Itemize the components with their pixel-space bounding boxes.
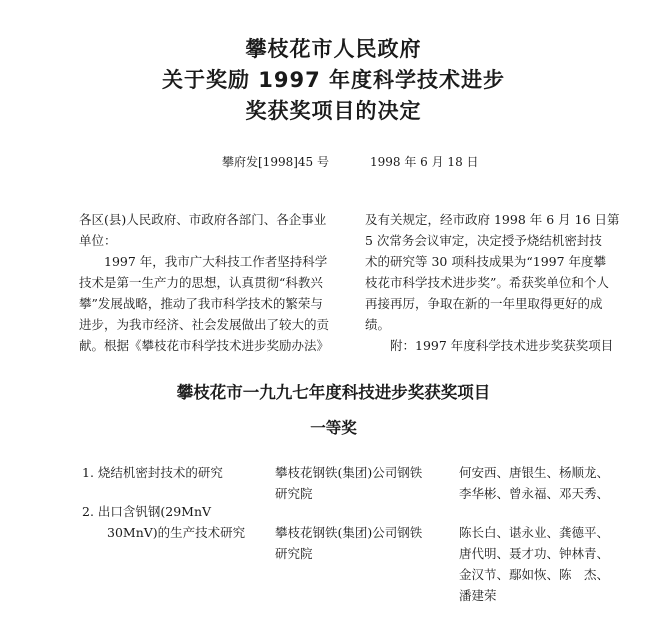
award-unit-line: 攀枝花钢铁(集团)公司钢铁 xyxy=(275,465,423,480)
body-text-line: 附：1997 年度科学技术进步奖获奖项目 xyxy=(365,338,614,353)
body-text-line: 进步，为我市经济、社会发展做出了较大的贡 xyxy=(79,317,330,332)
award-people-line: 李华彬、曾永福、邓天秀、 xyxy=(459,486,610,501)
body-text-line: 5 次常务会议审定，决定授予烧结机密封技 xyxy=(365,233,602,248)
award-project xyxy=(82,501,245,543)
award-people-line: 陈长白、谌永业、龚德平、 xyxy=(459,525,610,540)
body-right-column xyxy=(365,209,620,356)
document-title-line-2: 关于奖励 1997 年度科学技术进步 xyxy=(161,68,506,92)
award-people-line: 金汉节、鄢如恢、陈 杰、 xyxy=(459,567,610,582)
award-unit-line: 研究院 xyxy=(275,486,313,501)
award-project-line: 1. 烧结机密封技术的研究 xyxy=(82,465,223,480)
prize-level-heading: 一等奖 xyxy=(310,419,357,437)
body-text-line: 各区(县)人民政府、市政府各部门、各企事业 xyxy=(79,212,327,227)
award-people-line: 唐代明、聂才功、钟林青、 xyxy=(459,546,610,561)
body-text-line: 1997 年，我市广大科技工作者坚持科学 xyxy=(79,254,328,269)
document-number: 攀府发[1998]45 号 xyxy=(222,155,329,169)
award-project xyxy=(82,462,223,483)
award-project-line: 30MnV)的生产技术研究 xyxy=(82,525,246,540)
award-unit-line: 攀枝花钢铁(集团)公司钢铁 xyxy=(275,525,423,540)
body-text-line: 技术是第一生产力的思想，认真贯彻“科教兴 xyxy=(79,275,323,290)
body-left-column xyxy=(79,209,329,356)
body-text-line: 及有关规定，经市政府 1998 年 6 月 16 日第 xyxy=(365,212,620,227)
body-text-line: 绩。 xyxy=(365,317,391,332)
body-text-line: 枝花市科学技术进步奖”。希获奖单位和个人 xyxy=(365,275,609,290)
award-unit xyxy=(275,462,422,504)
award-project-line: 2. 出口含钒钢(29MnV xyxy=(82,504,212,519)
document-title-line-1: 攀枝花市人民政府 xyxy=(245,37,422,61)
award-people-line: 潘建荣 xyxy=(459,588,497,603)
body-text-line: 术的研究等 30 项科技成果为“1997 年度攀 xyxy=(365,254,607,269)
document-title-line-3: 奖获奖项目的决定 xyxy=(245,99,422,123)
body-text-line: 单位： xyxy=(79,233,117,248)
award-people-line: 何安西、唐银生、杨顺龙、 xyxy=(459,465,610,480)
award-list-title: 攀枝花市一九九七年度科技进步奖获奖项目 xyxy=(176,383,491,402)
body-text-line: 再接再厉，争取在新的一年里取得更好的成 xyxy=(365,296,603,311)
award-unit-line: 研究院 xyxy=(275,546,313,561)
award-people xyxy=(459,462,609,504)
body-text-line: 献。根据《攀枝花市科学技术进步奖励办法》 xyxy=(79,338,330,353)
body-text-line: 攀”发展战略，推动了我市科学技术的繁荣与 xyxy=(79,296,323,311)
document-date: 1998 年 6 月 18 日 xyxy=(370,155,479,169)
award-unit xyxy=(275,522,422,564)
award-people xyxy=(459,522,609,606)
